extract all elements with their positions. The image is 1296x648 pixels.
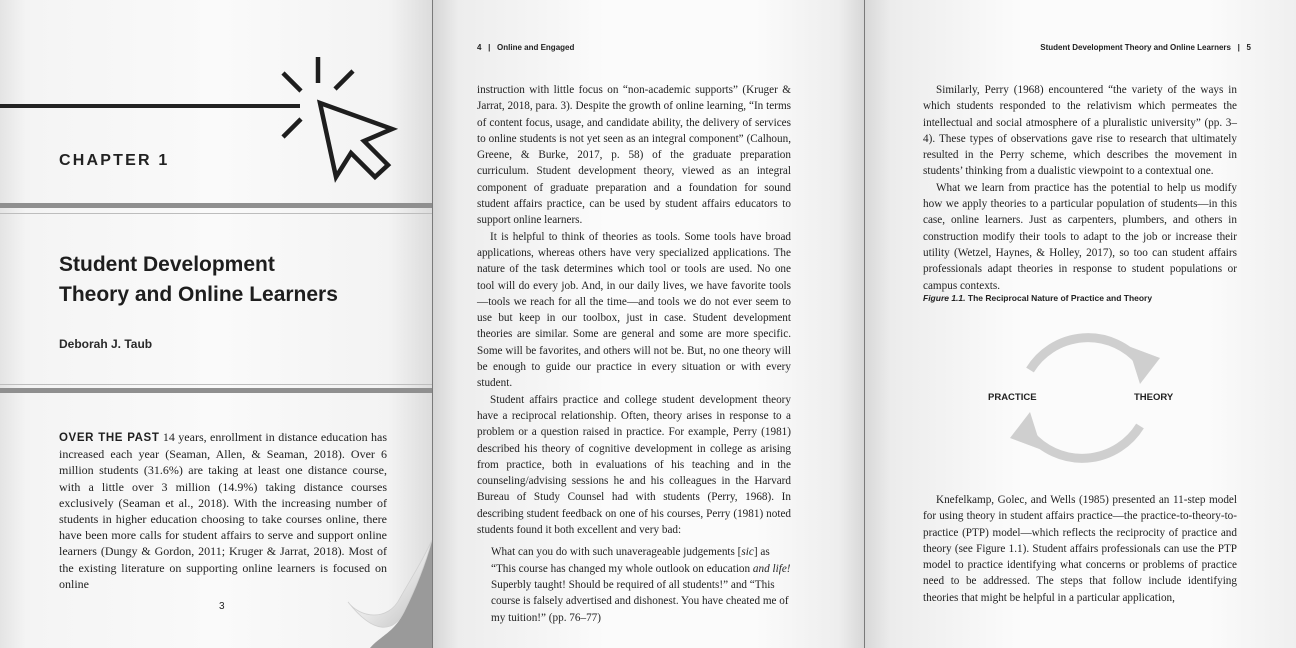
figure-number: Figure 1.1. bbox=[923, 293, 966, 303]
divider-band bbox=[0, 388, 432, 393]
figure-label-theory: THEORY bbox=[1134, 392, 1174, 403]
lead-in: OVER THE PAST bbox=[59, 432, 160, 444]
quote-text: Superbly taught! Should be required of all students!” and “This course is falsely advertised and dishonest. You have cheated me of my tuition!” (pp. 76–77) bbox=[491, 578, 789, 624]
author-name: Deborah J. Taub bbox=[59, 337, 153, 351]
divider-thin bbox=[0, 384, 432, 385]
page-number: 3 bbox=[219, 601, 225, 612]
paragraph: Knefelkamp, Golec, and Wells (1985) presented an 11-step model for using theory in student affairs practice—the practice-to-theory-to-practice (PTP) model—which reflects the reciprocity of practice and theory (see Figure 1.1). Student affairs professionals can use the PTP model to practice identifying what concerns or problems of practice need to be addressed. The steps that follow include identifying theories that might be helpful in a particular application, bbox=[923, 494, 1237, 604]
figure-title: The Reciprocal Nature of Practice and Theory bbox=[965, 293, 1153, 303]
divider-band bbox=[0, 203, 432, 208]
text-column bbox=[923, 82, 1237, 294]
title-line-2: Theory and Online Learners bbox=[59, 283, 338, 306]
paragraph: Similarly, Perry (1968) encountered “the variety of the ways in which students responded to the relativism which permeates the intellectual and social atmosphere of a pluralistic university” (pp. 3–4). These types of observations gave rise to research that ultimately resulted in the Perry scheme, which describes the movement in students’ thinking from a dualistic viewpoint to a contextual one. bbox=[923, 84, 1237, 178]
paragraph: instruction with little focus on “non-academic supports” (Kruger & Jarrat, 2018, para. 3). Despite the growth of online learning, “In terms of content focus, usage, and candidate ability, the delivery of services to online students is not yet seen as an integral component” (Calhoun, Greene, & Burke, 2017, p. 58) of the graduate preparation curriculum. Student development theory, viewed as an integral component of graduate preparation and a foundation for sound student affairs practice, can be used by student affairs educators to support online learners. bbox=[477, 84, 791, 227]
chapter-label: CHAPTER 1 bbox=[59, 152, 170, 169]
book-page-4 bbox=[433, 0, 864, 648]
title-line-1: Student Development bbox=[59, 253, 275, 276]
opening-paragraph bbox=[59, 429, 387, 592]
paragraph: What we learn from practice has the potential to help us modify how we apply theories to a particular population of students—in this case, online learners. Just as carpenters, plumbers, and others in construction modify their tools to adapt to the job or increase their utility (Wetzel, Haynes, & Holley, 2017), so too can student affairs professionals adapt theories in response to student populations or campus contexts. bbox=[923, 181, 1237, 292]
text-column bbox=[923, 492, 1237, 606]
chapter-title bbox=[59, 250, 338, 310]
text-column bbox=[477, 82, 791, 626]
header-rule bbox=[0, 104, 300, 108]
running-head: 4 | Online and Engaged bbox=[477, 43, 575, 52]
book-page-5 bbox=[865, 0, 1296, 648]
figure-caption bbox=[923, 293, 1152, 303]
quote-text: ] as “This course has changed my whole outlook on education bbox=[491, 546, 770, 575]
quote-text: What can you do with such unaverageable judgements [ bbox=[491, 546, 742, 559]
block-quote bbox=[491, 544, 791, 625]
chapter-opening-page bbox=[0, 0, 432, 648]
page-curl[interactable] bbox=[340, 540, 432, 648]
paragraph: It is helpful to think of theories as tools. Some tools have broad applications, whereas others have very specialized applications. The nature of the task determines which tool or tools are used. No one tool will do every job. And, in our daily lives, we have favorite tools—tools we reach for all the time—and tools we do not ever seem to use but keep in our toolbox, just in case. Student development theories are similar. Some are general and some are more specific. Some will be favorites, and others will not be. But, no one theory will be enough to guide our practice in every situation or with every student. bbox=[477, 230, 791, 390]
figure-label-practice: PRACTICE bbox=[988, 392, 1037, 403]
quote-sic: sic bbox=[741, 546, 754, 559]
running-head: Student Development Theory and Online Learners | 5 bbox=[1040, 43, 1251, 52]
paragraph: Student affairs practice and college student development theory have a reciprocal relationship. Often, theory arises in response to a problem or a question raised in practice. For example, Perry (1981) described his theory of cognitive development in college as arising from practice, both in evaluations of his teaching and in the counseling/advising sessions he and his colleagues in the Harvard Bureau of Study Counsel had with students (Perry, 1968). In describing student feedback on one of his courses, Perry (1981) noted students found it both excellent and very bad: bbox=[477, 393, 791, 537]
quote-emphasis: and life! bbox=[752, 562, 791, 575]
paragraph-text: 14 years, enrollment in distance education has increased each year (Seaman, Allen, & Seaman, 2018). Over 6 million students (31.6%) are taking at least one distance course, with a little over 3 million (14.9%) taking distance courses exclusively (Seaman et al., 2018). With the increasing number of students in higher education choosing to take courses online, there have been more calls for student affairs to serve and support online learners (Dungy & Gordon, 2011; Kruger & Jarrat, 2018). Most of the existing literature on supporting online learners is focused on online bbox=[59, 430, 387, 591]
divider-thin bbox=[0, 213, 432, 214]
cursor-click-icon bbox=[276, 55, 401, 185]
